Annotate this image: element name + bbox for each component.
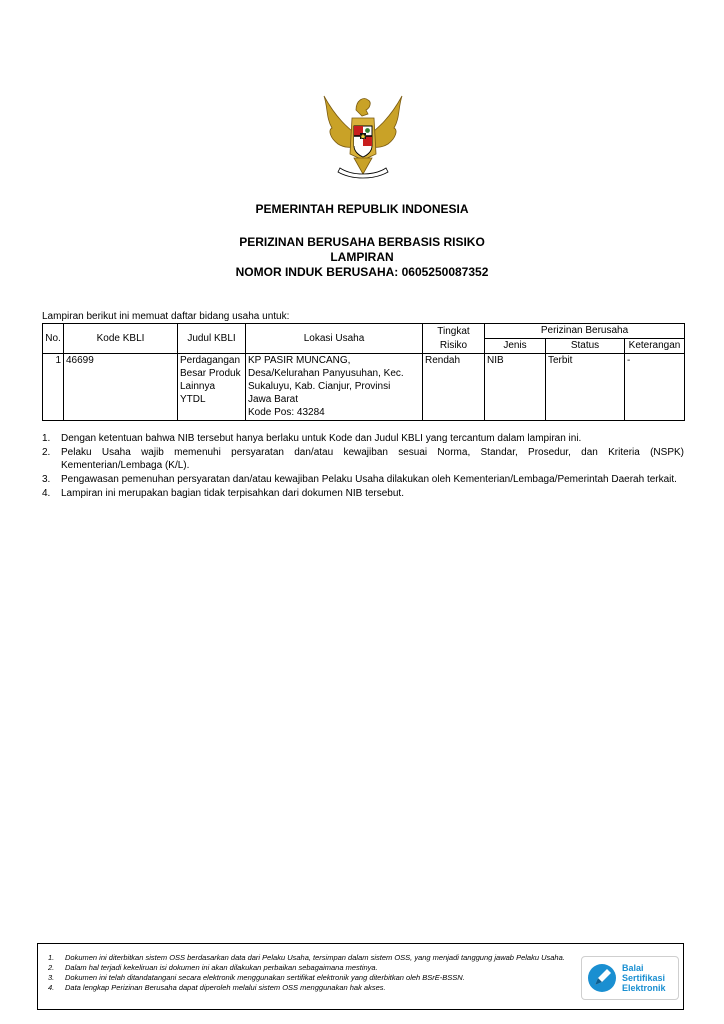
garuda-emblem-icon [318, 88, 408, 184]
header-lokasi-usaha: Lokasi Usaha [246, 324, 423, 354]
header-kode-kbli: Kode KBLI [64, 324, 178, 354]
cell-judul-kbli: Perdagangan Besar Produk Lainnya YTDL [178, 354, 246, 421]
header-judul-kbli: Judul KBLI [178, 324, 246, 354]
header-perizinan-berusaha: Perizinan Berusaha [485, 324, 685, 339]
footer-disclaimer-box [37, 943, 684, 1010]
header-tingkat-risiko: Tingkat Risiko [423, 324, 485, 354]
list-item: 4. Lampiran ini merupakan bagian tidak terpisahkan dari dokumen NIB tersebut. [42, 488, 404, 499]
intro-text: Lampiran berikut ini memuat daftar bidang usaha untuk: [42, 311, 290, 322]
header-status: Status [546, 339, 625, 354]
list-item: 1. Dengan ketentuan bahwa NIB tersebut hanya berlaku untuk Kode dan Judul KBLI yang tercantum dalam lampiran ini. [42, 433, 582, 444]
header-no: No. [43, 324, 64, 354]
cell-status: Terbit [546, 354, 625, 421]
cell-kode-kbli: 46699 [64, 354, 178, 421]
bsre-logo-line3: Elektronik [622, 983, 666, 993]
bsre-logo [581, 956, 679, 1000]
bsre-logo-line1: Balai [622, 963, 644, 973]
header-keterangan: Keterangan [625, 339, 685, 354]
nib-number: NOMOR INDUK BERUSAHA: 0605250087352 [235, 265, 489, 279]
bsre-pen-icon [587, 963, 617, 993]
document-title: PERIZINAN BERUSAHA BERBASIS RISIKO [239, 235, 485, 249]
header-jenis: Jenis [485, 339, 546, 354]
list-item: 4. Data lengkap Perizinan Berusaha dapat diperoleh melalui sistem OSS menggunakan hak akses. [48, 983, 386, 992]
cell-no: 1 [43, 354, 64, 421]
list-item: 1. Dokumen ini diterbitkan sistem OSS berdasarkan data dari Pelaku Usaha, tersimpan dalam sistem OSS, yang menjadi tanggung jawab Pelaku Usaha. [48, 953, 565, 962]
table-row [43, 354, 685, 421]
cell-jenis: NIB [485, 354, 546, 421]
kbli-table [42, 323, 685, 421]
cell-tingkat-risiko: Rendah [423, 354, 485, 421]
notes-list [42, 432, 684, 501]
list-item: 3. Pengawasan pemenuhan persyaratan dan/atau kewajiban Pelaku Usaha dilakukan oleh Kementerian/Lembaga/Pemerintah Daerah terkait. [42, 474, 677, 485]
cell-keterangan: - [625, 354, 685, 421]
footer-notes [48, 953, 578, 993]
cell-lokasi-usaha: KP PASIR MUNCANG, Desa/Kelurahan Panyusuhan, Kec. Sukaluyu, Kab. Cianjur, Provinsi Jawa Barat Kode Pos: 43284 [246, 354, 423, 421]
document-subtitle: LAMPIRAN [330, 250, 394, 264]
list-item: 2. Pelaku Usaha wajib memenuhi persyaratan dan/atau kewajiban sesuai Norma, Standar, Prosedur, dan Kriteria (NSPK) Kementerian/Lembaga (K/L). [42, 447, 684, 471]
bsre-logo-line2: Sertifikasi [622, 973, 666, 983]
list-item: 3. Dokumen ini telah ditandatangani secara elektronik menggunakan sertifikat elektronik yang diterbitkan oleh BSrE-BSSN. [48, 973, 465, 982]
list-item: 2. Dalam hal terjadi kekeliruan isi dokumen ini akan dilakukan perbaikan sebagaimana mestinya. [48, 963, 378, 972]
government-heading: PEMERINTAH REPUBLIK INDONESIA [255, 202, 469, 216]
